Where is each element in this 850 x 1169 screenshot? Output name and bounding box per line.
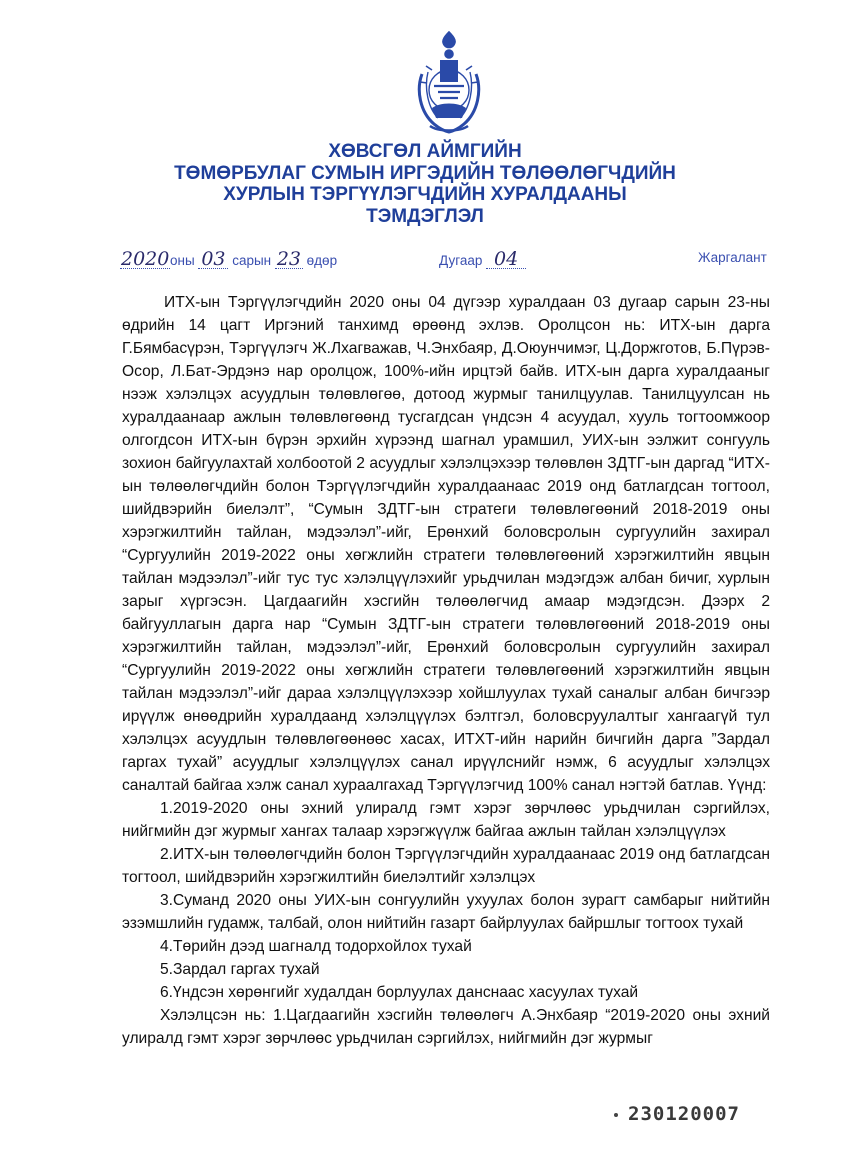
agenda-item-4: 4.Төрийн дээд шагналд тодорхойлох тухай	[160, 938, 472, 955]
number-label: Дугаар	[439, 253, 483, 268]
place-name: Жаргалант	[698, 250, 767, 265]
agenda-item-3: 3.Суманд 2020 оны УИХ-ын сонгуулийн ухуулах болон зурагт самбарыг нийтийн эзэмшлийн гудамж, талбай, олон нийтийн газарт байрлуулах байршлыг тогтоох тухай	[122, 892, 770, 932]
serial-stamp	[614, 1103, 740, 1125]
date-month-label: сарын	[232, 253, 272, 268]
stamp-dot-icon	[614, 1113, 618, 1117]
date-year: 2020	[121, 248, 170, 270]
heading-line-2: ТӨМӨРБУЛАГ СУМЫН ИРГЭДИЙН ТӨЛӨӨЛӨГЧДИЙН	[174, 162, 676, 184]
document-date	[120, 250, 337, 269]
date-day-label: өдөр	[306, 253, 338, 268]
serial-number: 230120007	[628, 1103, 740, 1125]
agenda-item-6: 6.Үндсэн хөрөнгийг худалдан борлуулах данснаас хасуулах тухай	[160, 984, 639, 1001]
date-month: 03	[198, 250, 228, 269]
document-place	[698, 250, 767, 265]
heading-line-1: ХӨВСГӨЛ АЙМГИЙН	[328, 141, 522, 162]
soyombo-state-emblem-icon	[410, 28, 488, 136]
paragraph-discussion: Хэлэлцсэн нь: 1.Цагдаагийн хэсгийн төлөөлөгч А.Энхбаяр “2019-2020 оны эхний улиралд гэмт хэрэг зөрчлөөс урьдчилан сэргийлэх, нийгмийн дэг журмыг	[122, 1007, 770, 1047]
agenda-item-1: 1.2019-2020 оны эхний улиралд гэмт хэрэг зөрчлөөс урьдчилан сэргийлэх, нийгмийн дэг журмыг хангах талаар хэрэгжүүлж байгаа ажлын тайлан хэлэлцүүлэх	[122, 800, 770, 840]
heading-line-4: ТЭМДЭГЛЭЛ	[366, 205, 484, 227]
paragraph-intro: ИТХ-ын Тэргүүлэгчдийн 2020 оны 04 дүгээр хуралдаан 03 дугаар сарын 23-ны өдрийн 14 цагт Иргэний танхимд өрөөнд эхлэв. Оролцсон нь: ИТХ-ын дарга Г.Бямбасүрэн, Тэргүүлэгч Ж.Лхагважав, Ч.Энхбаяр, Д.Оюунчимэг, Ц.Доржготов, Б.Пүрэв-Осор, Л.Бат-Эрдэнэ нар оролцож, 100%-ийн ирцтэй байв. ИТХ-ын дарга хуралдааныг нээж хэлэлцэх асуудлын төлөвлөгөө, дотоод журмыг танилцуулав. Танилцуулсан нь хуралдаанаар ажлын төлөвлөгөөнд тусгагдсан үндсэн 4 асуудал, хууль тогтоомжоор олгогдсон ИТХ-ын бүрэн эрхийн хүрээнд шагнал урамшил, УИХ-ын ээлжит сонгууль зохион байгуулахтай холбоотой 2 асуудлыг хэлэлцэхээр төлөвлөн ЗДТГ-ын даргад “ИТХ-ын төлөөлөгчдийн болон Тэргүүлэгчдийн хуралдаанаас 2019 онд батлагдсан тогтоол, шийдвэрийн биелэлт”, “Сумын ЗДТГ-ын стратеги төлөвлөгөөний 2018-2019 оны хэрэгжилтийн тайлан, мэдээлэл”-ийг, Ерөнхий боловсролын сургуулийн захирал “Сургуулийн 2019-2022 оны хөгжлийн стратеги төлөвлөгөөний хэрэгжилтийн явцын тайлан мэдээлэл”-ийг тус тус хэлэлцүүлэхийг урьдчилан мэдэгдэж албан бичиг, хурлын зарыг хүргэсэн. Цагдаагийн хэсгийн төлөөлөгчид амаар мэдэгдсэн. Дээрх 2 байгууллагын дарга нар “Сумын ЗДТГ-ын стратеги төлөвлөгөөний 2018-2019 оны хэрэгжилтийн тайлан, мэдээлэл”-ийг, Ерөнхий боловсролын сургуулийн захирал “Сургуулийн 2019-2022 оны хөгжлийн стратеги төлөвлөгөөний хэрэгжилтийн явцын тайлан мэдээлэл”-ийг дараа хэлэлцүүлэхээр хойшлуулах тухай саналыг албан бичгээр ирүүлж өнөөдрийн хуралдаанд хэлэлцүүлэх бэлтгэл, боловсруулалтыг хангаагүй тул хэлэлцэх асуудлын төлөвлөгөөнөөс хасах, ИТХТ-ийн нарийн бичгийн дарга ”Зардал гаргах тухай” асуудлыг хэлэлцүүлэх санал ирүүлснийг нэмж, 6 асуудлыг хэлэлцэх саналтай байгаа хэлж санал хураалгахад Тэргүүлэгчид 100% санал нэгтэй батлав. Үүнд:	[122, 294, 770, 794]
agenda-item-2: 2.ИТХ-ын төлөөлөгчдийн болон Тэргүүлэгчдийн хуралдаанаас 2019 онд батлагдсан тогтоол, шийдвэрийн хэрэгжилтийн биелэлтийг хэлэлцэх	[122, 846, 770, 886]
document-number	[439, 250, 526, 269]
heading-line-3: ХУРЛЫН ТЭРГҮҮЛЭГЧДИЙН ХУРАЛДААНЫ	[223, 184, 627, 205]
date-year-label: оны	[170, 253, 195, 268]
document-heading	[0, 141, 850, 227]
document-body	[122, 291, 770, 1050]
number-value: 04	[486, 250, 526, 269]
date-day: 23	[276, 248, 301, 270]
agenda-item-5: 5.Зардал гаргах тухай	[160, 961, 320, 978]
